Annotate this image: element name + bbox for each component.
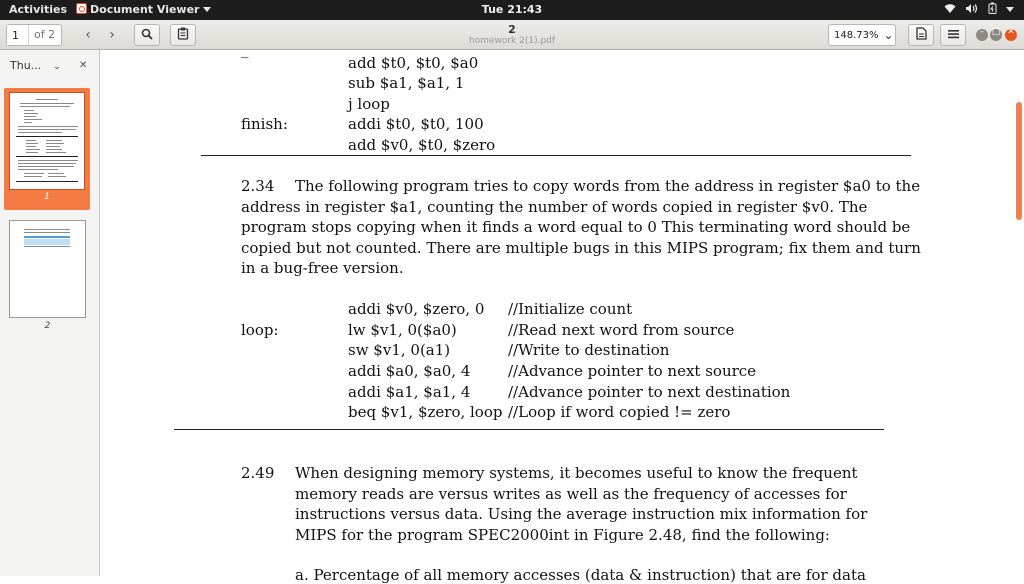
sidebar-mode-label: Thu...: [10, 59, 42, 72]
problem-number: 2.49: [241, 464, 275, 482]
minimize-icon: –: [979, 27, 985, 37]
code-line: add $t0, $t0, $a0: [348, 54, 479, 72]
problem-text: copied but not counted. There are multiple bugs in this MIPS program; fix them and turn: [241, 239, 921, 257]
problem-text: The following program tries to copy words from the address in register $a0 to the: [295, 177, 921, 195]
close-icon: ✕: [1007, 27, 1015, 37]
maximize-icon: □: [991, 27, 1001, 37]
header-bar: [0, 20, 1024, 50]
sidebar-mode-selector[interactable]: [10, 59, 61, 72]
code-line: addi $v0, $zero, 0: [348, 300, 485, 318]
code-label: finish:: [241, 115, 288, 133]
code-line: sub $a1, $a1, 1: [348, 74, 465, 92]
page-label: 1: [44, 192, 50, 202]
document-icon: [916, 27, 927, 43]
close-button[interactable]: [1005, 29, 1017, 41]
chevron-left-icon: ‹: [85, 27, 91, 43]
zoom-level: 148.73%: [834, 29, 879, 41]
code-comment: //Write to destination: [508, 341, 670, 359]
page-label: 2: [44, 321, 51, 331]
code-comment: //Loop if word copied != zero: [508, 403, 731, 421]
code-label: loop:: [241, 321, 279, 339]
sidebar: [0, 50, 100, 576]
wifi-icon[interactable]: [944, 3, 956, 18]
code-line: lw $v1, 0($a0): [348, 321, 457, 339]
code-comment: //Advance pointer to next destination: [508, 383, 791, 401]
sidebar-close-button[interactable]: [79, 60, 87, 71]
system-tray[interactable]: [944, 2, 1014, 18]
code-line: sw $v1, 0(a1): [348, 341, 451, 359]
vertical-scrollbar[interactable]: [1012, 50, 1024, 576]
code-line: addi $a1, $a1, 4: [348, 383, 471, 401]
system-menu-icon[interactable]: [1006, 3, 1014, 17]
chevron-down-icon: ⌄: [53, 62, 61, 72]
code-line: beq $v1, $zero, loop: [348, 403, 503, 421]
scrollbar-thumb[interactable]: [1016, 102, 1022, 220]
app-name: Document Viewer: [90, 3, 200, 16]
code-line: add $v0, $t0, $zero: [348, 136, 496, 154]
page-thumbnail-2[interactable]: [9, 220, 86, 318]
document-properties-button[interactable]: [908, 24, 934, 46]
problem-text: When designing memory systems, it becomes useful to know the frequent: [295, 464, 858, 482]
zoom-selector[interactable]: [828, 24, 896, 46]
hamburger-icon: [948, 29, 959, 42]
problem-text: in a bug-free version.: [241, 259, 404, 277]
sidebar-header: [0, 56, 100, 76]
code-comment: //Advance pointer to next source: [508, 362, 757, 380]
problem-text: program stops copying when it finds a word equal to 0 This terminating word should be: [241, 218, 911, 236]
activities-button[interactable]: Activities: [9, 3, 68, 16]
problem-text: instructions versus data. Using the average instruction mix information for: [295, 505, 868, 523]
divider: [174, 429, 884, 430]
problem-text: memory reads are versus writes as well as the frequency of accesses for: [295, 485, 847, 503]
maximize-button[interactable]: [990, 29, 1002, 41]
minimize-button[interactable]: [976, 29, 988, 41]
code-line: addi $a0, $a0, 4: [348, 362, 471, 380]
page-count: of 2: [34, 28, 56, 41]
clock[interactable]: Tue 21:43: [481, 3, 543, 16]
volume-icon[interactable]: [965, 3, 979, 18]
close-icon: ✕: [79, 60, 88, 71]
divider: [201, 155, 911, 156]
problem-text-partial: a. Percentage of all memory accesses (data & instruction) that are for data: [295, 566, 866, 584]
chevron-down-icon: ⌄: [883, 28, 894, 42]
top-bar: [0, 0, 1024, 20]
problem-text: MIPS for the program SPEC2000int in Figure 2.48, find the following:: [295, 526, 830, 544]
problem-number: 2.34: [241, 177, 275, 195]
code-line: j loop: [348, 95, 390, 113]
problem-text: address in register $a1, counting the number of words copied in register $v0. The: [241, 198, 868, 216]
document-filename: homework 2(1).pdf: [468, 36, 556, 46]
code-line: addi $t0, $t0, 100: [348, 115, 484, 133]
page-thumbnail-1[interactable]: [4, 88, 90, 210]
battery-icon[interactable]: [988, 2, 997, 18]
code-comment: //Read next word from source: [508, 321, 735, 339]
clipped-text: _: [241, 40, 249, 58]
hamburger-menu-button[interactable]: [940, 24, 966, 46]
code-comment: //Initialize count: [508, 300, 633, 318]
document-title: 2: [508, 23, 516, 36]
chevron-right-icon: ›: [109, 27, 115, 43]
thumbnail-image: [9, 92, 85, 190]
